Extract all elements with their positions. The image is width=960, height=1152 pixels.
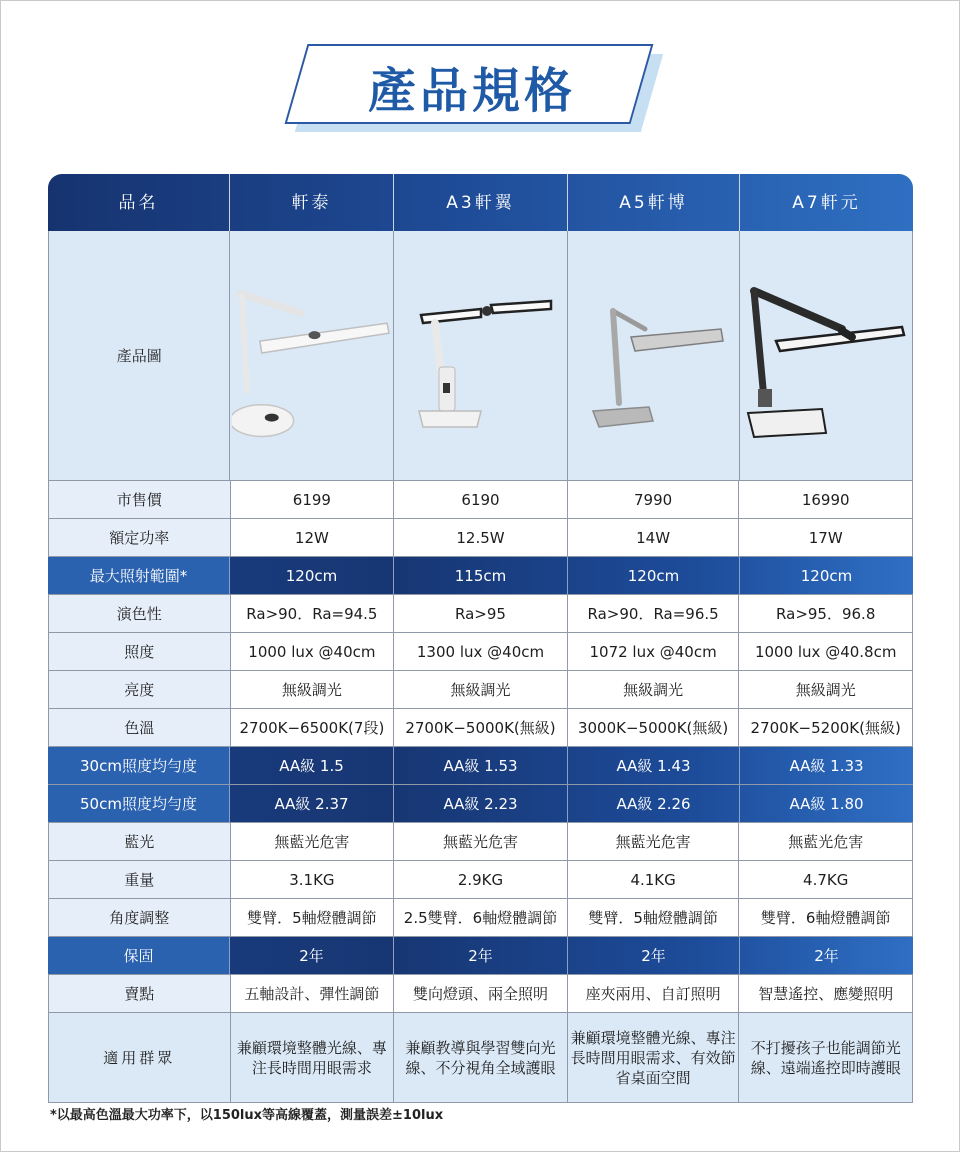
row-value: 3.1KG: [231, 861, 395, 898]
header-model: A3軒翼: [394, 174, 568, 231]
row-label: 50cm照度均勻度: [48, 785, 230, 822]
row-value: 無級調光: [568, 671, 740, 708]
row-value: 120cm: [230, 557, 394, 594]
header-label: 品名: [48, 174, 230, 231]
row-value: 無藍光危害: [394, 823, 568, 860]
product-image-2: [394, 231, 568, 480]
row-value: 115cm: [394, 557, 568, 594]
row-value: AA級 2.26: [568, 785, 740, 822]
row-value: 4.1KG: [568, 861, 740, 898]
row-value: AA級 2.37: [230, 785, 394, 822]
row-label: 色溫: [49, 709, 231, 746]
row-value: 五軸設計、彈性調節: [231, 975, 395, 1012]
row-value: AA級 1.80: [789, 794, 864, 813]
row-value: 2700K−5200K(無級): [750, 718, 901, 737]
row-value: 14W: [568, 519, 740, 556]
row-label: 市售價: [49, 481, 231, 518]
row-value: Ra>95．96.8: [776, 604, 876, 623]
row-value: 2.5雙臂．6軸燈體調節: [394, 899, 568, 936]
row-value: 1300 lux @40cm: [394, 633, 568, 670]
row-value: 2年: [230, 937, 394, 974]
row-value: 1072 lux @40cm: [568, 633, 740, 670]
table-row: [48, 519, 913, 557]
row-value: 2年: [568, 937, 740, 974]
title-banner: [292, 42, 672, 138]
row-value: Ra>95: [394, 595, 568, 632]
row-value: 雙臂．6軸燈體調節: [760, 908, 891, 927]
table-row: [48, 671, 913, 709]
row-value: 120cm: [800, 566, 853, 585]
row-value: 16990: [801, 490, 850, 509]
dual-head-lamp-icon: [401, 271, 561, 441]
row-value: 無級調光: [394, 671, 568, 708]
row-value: 7990: [568, 481, 740, 518]
table-row: [48, 975, 913, 1013]
row-value: AA級 1.43: [568, 747, 740, 784]
table-row: [48, 557, 913, 595]
audience-label: 適用群眾: [49, 1013, 231, 1102]
row-value: 3000K−5000K(無級): [568, 709, 740, 746]
product-image-3: [568, 231, 740, 480]
row-value: 12.5W: [394, 519, 568, 556]
row-value: 雙臂．5軸燈體調節: [568, 899, 740, 936]
row-value: 2年: [814, 946, 839, 965]
product-image-4: [740, 231, 913, 480]
image-row: [48, 231, 913, 481]
row-value: 120cm: [568, 557, 740, 594]
footnote: *以最高色溫最大功率下，以150lux等高線覆蓋，測量誤差±10lux: [50, 1108, 444, 1123]
black-arm-lamp-icon: [746, 271, 906, 441]
row-value: Ra>90．Ra=94.5: [231, 595, 395, 632]
audience-value: 兼顧環境整體光線、專注長時間用眼需求、有效節省桌面空間: [568, 1013, 740, 1102]
row-label: 30cm照度均勻度: [48, 747, 230, 784]
row-label: 角度調整: [49, 899, 231, 936]
table-row: [48, 709, 913, 747]
row-value: 2700K−5000K(無級): [394, 709, 568, 746]
table-row: [48, 595, 913, 633]
header-model: 軒泰: [230, 174, 394, 231]
row-value: AA級 2.23: [394, 785, 568, 822]
row-value: AA級 1.33: [789, 756, 864, 775]
audience-value: 不打擾孩子也能調節光線、遠端遙控即時護眼: [750, 1038, 901, 1077]
row-value: 雙臂．5軸燈體調節: [231, 899, 395, 936]
row-label: 照度: [49, 633, 231, 670]
row-label: 賣點: [49, 975, 231, 1012]
row-label: 演色性: [49, 595, 231, 632]
row-value: 座夾兩用、自訂照明: [568, 975, 740, 1012]
row-label: 亮度: [49, 671, 231, 708]
header-model: A7軒元: [792, 192, 861, 213]
table-row: [48, 481, 913, 519]
row-value: 2700K−6500K(7段): [231, 709, 395, 746]
row-value: 2.9KG: [394, 861, 568, 898]
spec-rows: [48, 481, 913, 1013]
table-row: [48, 747, 913, 785]
table-row: [48, 937, 913, 975]
spec-table: [48, 174, 913, 1103]
image-row-label: 產品圖: [49, 231, 230, 480]
row-value: 雙向燈頭、兩全照明: [394, 975, 568, 1012]
table-row: [48, 899, 913, 937]
white-desk-lamp-icon: [232, 271, 391, 441]
row-value: 6199: [231, 481, 395, 518]
audience-value: 兼顧環境整體光線、專注長時間用眼需求: [231, 1013, 395, 1102]
row-value: 無藍光危害: [568, 823, 740, 860]
row-value: 無藍光危害: [231, 823, 395, 860]
row-value: AA級 1.5: [230, 747, 394, 784]
audience-row: [48, 1013, 913, 1103]
product-image-1: [230, 231, 394, 480]
header-model: A5軒博: [568, 174, 740, 231]
silver-desk-lamp-icon: [573, 271, 733, 441]
row-value: 4.7KG: [803, 870, 849, 889]
audience-value: 兼顧教導與學習雙向光線、不分視角全域護眼: [394, 1013, 568, 1102]
row-value: 無級調光: [231, 671, 395, 708]
row-label: 重量: [49, 861, 231, 898]
row-value: 12W: [231, 519, 395, 556]
row-value: 無級調光: [795, 680, 856, 699]
table-row: [48, 785, 913, 823]
row-label: 藍光: [49, 823, 231, 860]
row-label: 最大照射範圍*: [48, 557, 230, 594]
row-value: 1000 lux @40.8cm: [754, 642, 897, 661]
row-value: 智慧遙控、應變照明: [758, 984, 894, 1003]
row-value: Ra>90．Ra=96.5: [568, 595, 740, 632]
row-value: 6190: [394, 481, 568, 518]
row-value: 17W: [808, 528, 843, 547]
table-row: [48, 861, 913, 899]
table-header: [48, 174, 913, 231]
row-value: 1000 lux @40cm: [231, 633, 395, 670]
row-value: 2年: [394, 937, 568, 974]
row-value: 無藍光危害: [788, 832, 864, 851]
row-label: 額定功率: [49, 519, 231, 556]
row-value: AA級 1.53: [394, 747, 568, 784]
page-title: 產品規格: [367, 63, 576, 119]
table-row: [48, 823, 913, 861]
table-row: [48, 633, 913, 671]
row-label: 保固: [48, 937, 230, 974]
